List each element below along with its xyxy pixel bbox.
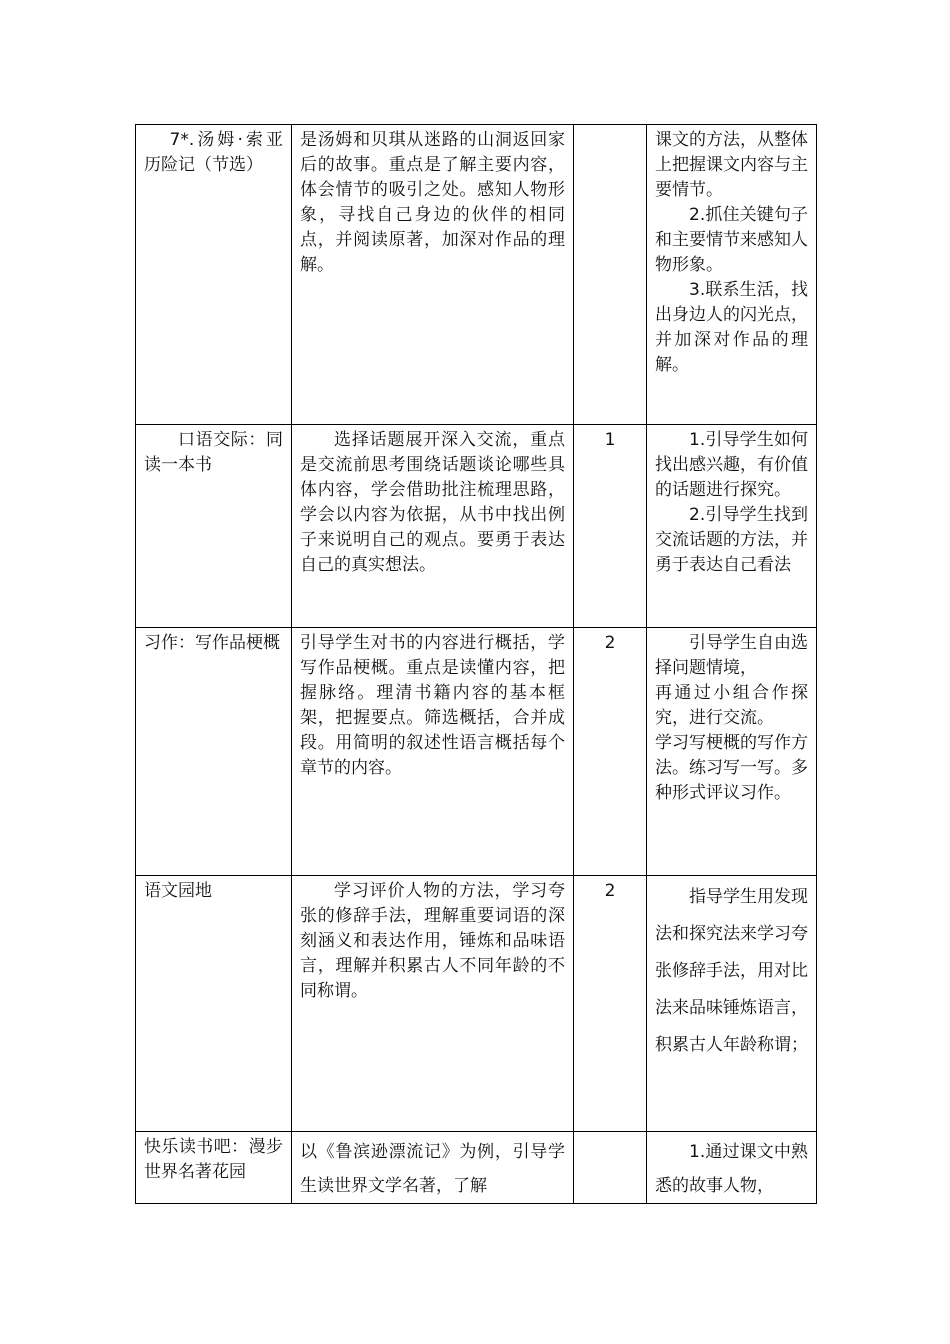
hours-cell — [574, 876, 647, 1132]
method-item: 指导学生用发现法和探究法来学习夸张修辞手法，用对比法来品味锤炼语言，积累古人年龄称谓； — [655, 887, 808, 1055]
lesson-content: 以《鲁滨逊漂流记》为例，引导学生读世界文学名著，了解 — [300, 1142, 565, 1196]
lesson-plan-table — [135, 124, 817, 1204]
hours-cell — [574, 1132, 647, 1204]
lesson-cell — [136, 425, 292, 628]
methods-cell — [647, 876, 817, 1132]
lesson-content: 学习评价人物的方法，学习夸张的修辞手法，理解重要词语的深刻涵义和表达作用，锤炼和品味语言，理解并积累古人不同年龄的不同称谓。 — [300, 881, 565, 1001]
method-item: 2.引导学生找到交流话题的方法，并勇于表达自己看法 — [655, 505, 808, 575]
hours-cell — [574, 425, 647, 628]
table-row — [136, 876, 817, 1132]
lesson-title: 快乐读书吧：漫步世界名著花园 — [144, 1137, 283, 1182]
method-item: 3.联系生活，找出身边人的闪光点，并加深对作品的理解。 — [655, 280, 808, 375]
lesson-content: 引导学生对书的内容进行概括，学写作品梗概。重点是读懂内容，把握脉络。理清书籍内容的基本框架，把握要点。筛选概括，合并成段。用简明的叙述性语言概括每个章节的内容。 — [300, 633, 565, 778]
methods-cell — [647, 425, 817, 628]
hours-cell — [574, 628, 647, 876]
table-row — [136, 628, 817, 876]
table-row — [136, 425, 817, 628]
content-cell — [292, 425, 574, 628]
lesson-cell — [136, 1132, 292, 1204]
lesson-cell — [136, 125, 292, 425]
content-cell — [292, 628, 574, 876]
lesson-hours: 2 — [604, 633, 616, 653]
content-cell — [292, 125, 574, 425]
lesson-title: 7*.汤姆·索亚历险记（节选） — [144, 130, 283, 175]
methods-cell — [647, 628, 817, 876]
method-item: 1.引导学生如何找出感兴趣，有价值的话题进行探究。 — [655, 430, 808, 500]
content-cell — [292, 876, 574, 1132]
method-item: 课文的方法，从整体上把握课文内容与主要情节。 — [655, 130, 808, 200]
lesson-content: 是汤姆和贝琪从迷路的山洞返回家后的故事。重点是了解主要内容，体会情节的吸引之处。感知人物形象，寻找自己身边的伙伴的相同点，并阅读原著，加深对作品的理解。 — [300, 130, 565, 275]
lesson-title: 口语交际：同读一本书 — [144, 430, 283, 475]
lesson-cell — [136, 876, 292, 1132]
lesson-hours: 1 — [604, 430, 616, 450]
lesson-title: 习作：写作品梗概 — [144, 633, 280, 653]
lesson-title: 语文园地 — [144, 881, 212, 901]
lesson-hours: 2 — [604, 881, 616, 901]
hours-cell — [574, 125, 647, 425]
method-item: 再通过小组合作探究，进行交流。 — [655, 683, 808, 728]
methods-cell — [647, 1132, 817, 1204]
method-item: 引导学生自由选择问题情境， — [655, 633, 808, 678]
method-item: 学习写梗概的写作方法。练习写一写。多种形式评议习作。 — [655, 733, 808, 803]
content-cell — [292, 1132, 574, 1204]
method-item: 2.抓住关键句子和主要情节来感知人物形象。 — [655, 205, 808, 275]
lesson-cell — [136, 628, 292, 876]
methods-cell — [647, 125, 817, 425]
table-row — [136, 125, 817, 425]
table-row — [136, 1132, 817, 1204]
method-item: 1.通过课文中熟悉的故事人物， — [655, 1142, 808, 1196]
lesson-content: 选择话题展开深入交流，重点是交流前思考围绕话题谈论哪些具体内容，学会借助批注梳理思路，学会以内容为依据，从书中找出例子来说明自己的观点。要勇于表达自己的真实想法。 — [300, 430, 565, 575]
